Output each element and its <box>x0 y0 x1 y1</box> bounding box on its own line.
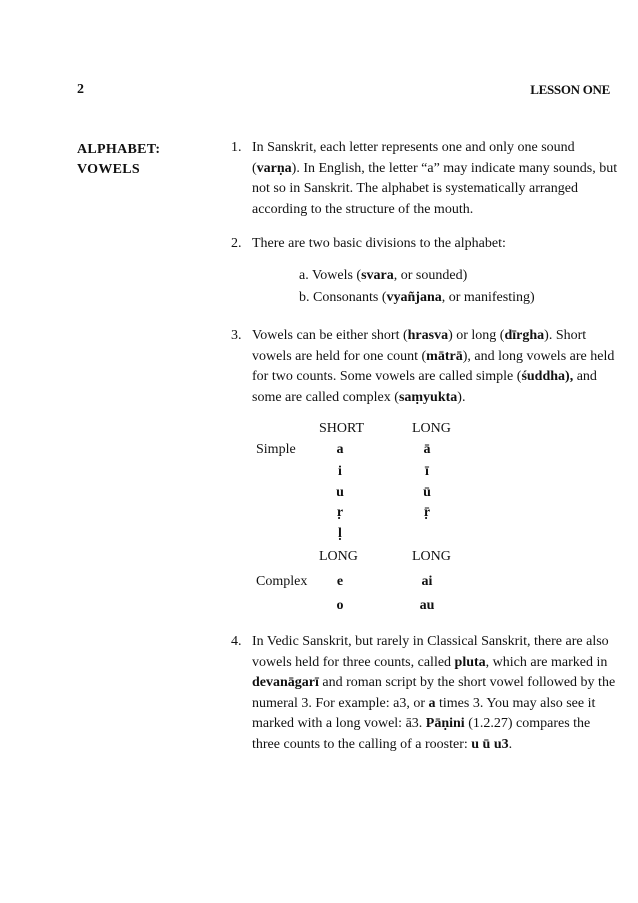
row-label-complex: Complex <box>256 574 308 589</box>
item-number: 1. <box>231 140 242 155</box>
item-number: 3. <box>231 328 242 343</box>
paragraph-body <box>252 138 621 220</box>
vowel-complex: e <box>336 574 344 589</box>
vowel-complex: ai <box>421 574 433 589</box>
paragraph-body: Vowels can be either short (hrasva) or long (dīrgha). Short vowels are held for one count (mātrā), and long vowels are held for two counts. Some vowels are called simple (śuddha), and some are called complex (saṃyukta). <box>252 328 615 405</box>
division-list <box>299 265 535 309</box>
column-header-short: SHORT <box>319 421 365 436</box>
paragraph-2 <box>231 234 621 255</box>
vowel-complex: au <box>419 598 435 613</box>
division-item-b: b. Consonants (vyañjana, or manifesting) <box>299 290 535 305</box>
text: ). In English, the letter “a” may indicate many sounds, but not so in Sanskrit. The alphabet is systematically arranged according to the structure of the mouth. <box>252 160 618 217</box>
paragraph-body: In Vedic Sanskrit, but rarely in Classical Sanskrit, there are also vowels held for three counts, called pluta, which are marked in devanāgarī and roman script by the short vowel followed by the numeral 3. For example: a3, or a times 3. You may also see it marked with a long vowel: ā3. Pāṇini (1.2.27) compares the three counts to the calling of a rooster: u ū u3. <box>252 634 616 752</box>
division-item-a: a. Vowels (svara, or sounded) <box>299 268 468 283</box>
paragraph-4 <box>231 632 621 755</box>
term: varṇa <box>256 160 292 176</box>
vowel-long: ṝ <box>423 505 431 520</box>
vowel-short: a <box>336 442 344 457</box>
column-header-long: LONG <box>412 421 451 436</box>
vowel-long: ī <box>425 464 429 479</box>
column-header-long-right: LONG <box>412 549 451 564</box>
paragraph-1 <box>231 138 621 220</box>
vowel-short: i <box>338 464 342 479</box>
vowel-short: ṛ <box>336 505 344 520</box>
vowel-complex: o <box>336 598 344 613</box>
section-heading-line2: VOWELS <box>77 162 140 177</box>
column-header-long-left: LONG <box>319 549 358 564</box>
item-number: 4. <box>231 634 242 649</box>
text: In Sanskrit, each letter represents one and only one sound ( <box>252 140 575 176</box>
section-heading-line1: ALPHABET: <box>77 142 161 157</box>
item-number: 2. <box>231 236 242 251</box>
paragraph-body: There are two basic divisions to the alphabet: <box>252 236 506 251</box>
page-number: 2 <box>77 82 84 97</box>
vowel-short: ḷ <box>338 526 342 541</box>
vowel-short: u <box>336 485 344 500</box>
row-label-simple: Simple <box>256 442 296 457</box>
paragraph-3 <box>231 326 621 408</box>
running-title: LESSON ONE <box>530 82 610 97</box>
section-heading <box>77 140 160 180</box>
vowel-long: ā <box>423 442 431 457</box>
vowel-long: ū <box>423 485 431 500</box>
